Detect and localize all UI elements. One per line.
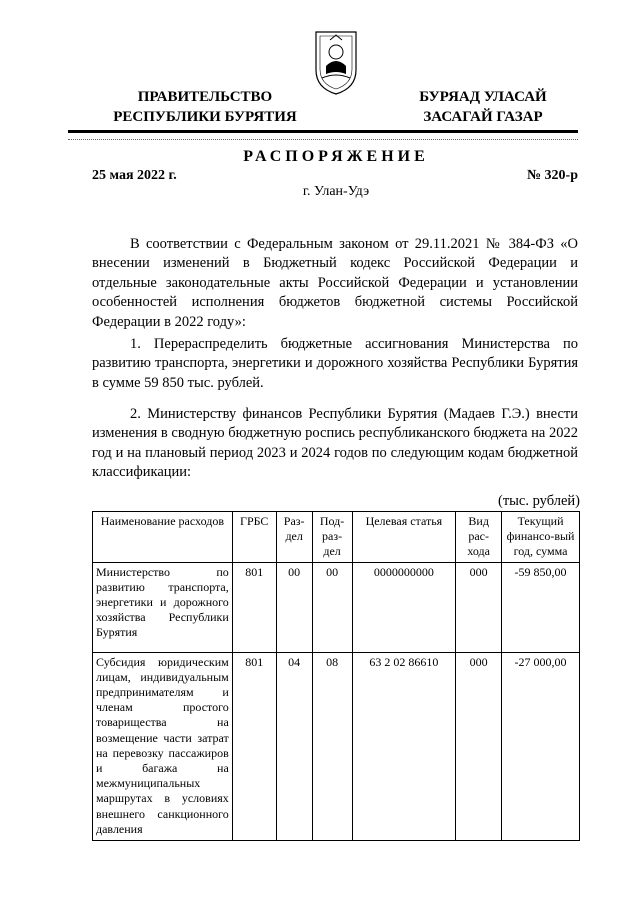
row-name: Министерство по развитию транспорта, энергетики и дорожного хозяйства Республики Бурятия xyxy=(93,562,233,652)
header-left-line2: РЕСПУБЛИКИ БУРЯТИЯ xyxy=(113,109,297,125)
table-header-row xyxy=(93,512,580,563)
row-name: Субсидия юридическим лицам, индивидуальным предпринимателям и членам простого товарищества на возмещение части затрат на перевозку пассажиров и багажа на межмуниципальных маршрутах в условиях внешнего санкционного давления xyxy=(93,652,233,840)
intro-paragraph: В соответствии с Федеральным законом от 29.11.2021 № 384-ФЗ «О внесении изменений в Бюджетный кодекс Российской Федерации и отдельные законодательные акты Российской Федерации и установлении особенностей исполнения бюджетов бюджетной системы Российской Федерации в 2022 году»: xyxy=(92,236,578,330)
coat-of-arms-emblem xyxy=(312,26,360,96)
row-podrazdel: 00 xyxy=(312,562,352,652)
table-row xyxy=(93,562,580,652)
header-left-line1: ПРАВИТЕЛЬСТВО xyxy=(137,89,273,105)
table-row xyxy=(93,652,580,840)
item-2-paragraph: 2. Министерству финансов Республики Бурятия (Мадаев Г.Э.) внести изменения в сводную бюджетную роспись республиканского бюджета на 2022 год и на плановый период 2023 и 2024 годов по следующим кодам бюджетной классификации: xyxy=(92,406,578,481)
col-header-razdel: Раз-дел xyxy=(276,512,312,563)
header-right xyxy=(388,87,578,127)
row-vid: 000 xyxy=(456,652,502,840)
document-city: г. Улан-Удэ xyxy=(302,184,370,199)
header-dotted-line xyxy=(68,139,578,140)
document-date: 25 мая 2022 г. xyxy=(92,168,177,183)
row-sum: -59 850,00 xyxy=(502,562,580,652)
budget-table xyxy=(92,511,580,841)
col-header-name: Наименование расходов xyxy=(93,512,233,563)
row-target: 0000000000 xyxy=(352,562,456,652)
header-left xyxy=(110,87,300,127)
col-header-target: Целевая статья xyxy=(352,512,456,563)
row-vid: 000 xyxy=(456,562,502,652)
header-right-line2: ЗАСАГАЙ ГАЗАР xyxy=(423,109,543,125)
row-razdel: 00 xyxy=(276,562,312,652)
document-number: № 320-р xyxy=(526,168,578,183)
unit-label: (тыс. рублей) xyxy=(498,493,580,509)
row-podrazdel: 08 xyxy=(312,652,352,840)
row-grbs: 801 xyxy=(232,562,276,652)
header-divider xyxy=(68,130,578,133)
row-target: 63 2 02 86610 xyxy=(352,652,456,840)
document-title: РАСПОРЯЖЕНИЕ xyxy=(243,148,429,165)
col-header-vid: Вид рас-хода xyxy=(456,512,502,563)
col-header-sum: Текущий финансо-вый год, сумма xyxy=(502,512,580,563)
header-right-line1: БУРЯАД УЛАСАЙ xyxy=(419,89,547,105)
row-sum: -27 000,00 xyxy=(502,652,580,840)
item-1-paragraph: 1. Перераспределить бюджетные ассигнования Министерства по развитию транспорта, энергетики и дорожного хозяйства Республики Бурятия в сумме 59 850 тыс. рублей. xyxy=(92,336,578,391)
col-header-grbs: ГРБС xyxy=(232,512,276,563)
col-header-podrazdel: Под-раз-дел xyxy=(312,512,352,563)
row-grbs: 801 xyxy=(232,652,276,840)
row-razdel: 04 xyxy=(276,652,312,840)
